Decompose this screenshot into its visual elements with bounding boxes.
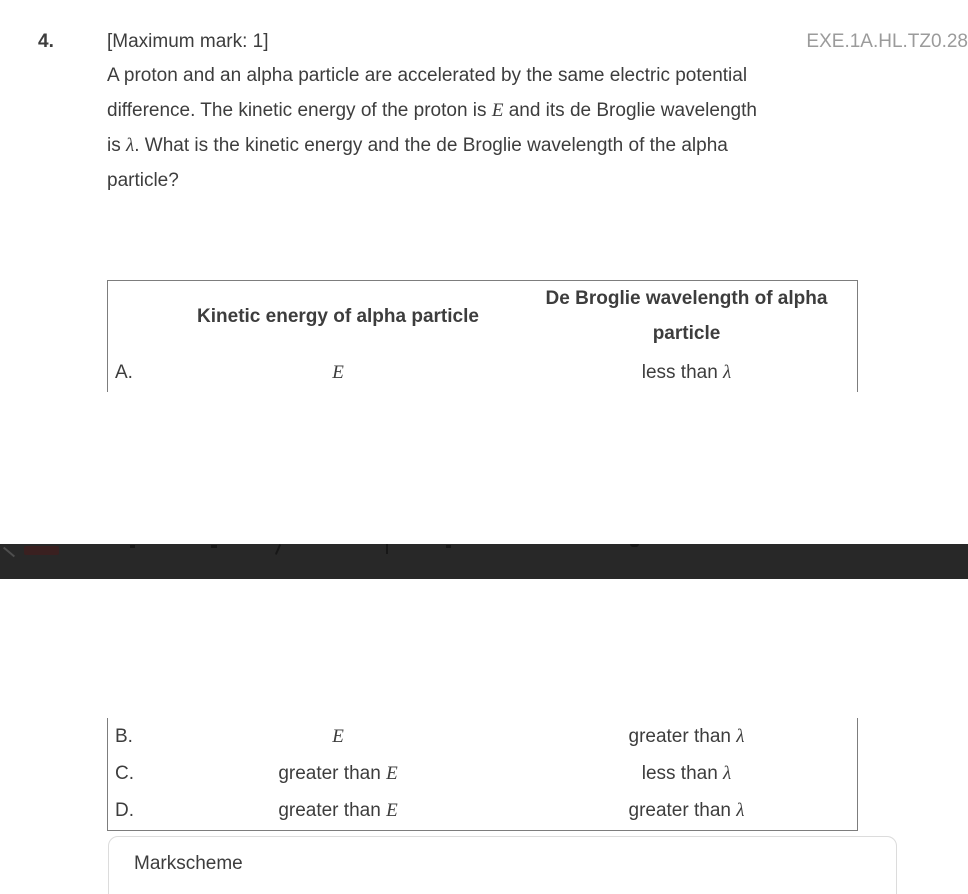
- question-text-line: particle?: [107, 170, 179, 191]
- option-row: [108, 755, 857, 792]
- options-table-top-rows: [108, 353, 857, 393]
- options-table-bottom: [107, 718, 858, 831]
- option-letter: B.: [115, 725, 133, 747]
- table-header-kinetic-energy: Kinetic energy of alpha particle: [197, 306, 479, 327]
- options-table-header-row: [108, 281, 857, 353]
- option-letter: A.: [115, 362, 133, 383]
- clipped-glyph-fragment: [130, 545, 135, 548]
- option-kinetic-energy: greater than E: [278, 800, 398, 822]
- option-row: [108, 718, 857, 755]
- clipped-glyph-fragment: [3, 547, 15, 558]
- clipped-glyph-fragment: [211, 545, 217, 548]
- option-wavelength: less than λ: [641, 762, 732, 784]
- clipped-highlight-chip: [24, 546, 59, 555]
- question-text-line: difference. The kinetic energy of the proton is E and its de Broglie wavelength: [107, 100, 757, 121]
- option-row: [108, 793, 857, 830]
- header-label-spacer: [108, 281, 160, 353]
- clipped-dark-bar: [0, 544, 968, 579]
- clipped-glyph-fragment: [275, 544, 281, 555]
- option-wavelength: greater than λ: [628, 725, 745, 747]
- question-text-line: A proton and an alpha particle are accelerated by the same electric potential: [107, 65, 748, 86]
- option-kinetic-energy: greater than E: [278, 762, 398, 784]
- markscheme-title: Markscheme: [134, 853, 243, 874]
- max-mark-label: [Maximum mark: 1]: [107, 31, 269, 52]
- option-letter: C.: [115, 762, 134, 784]
- option-kinetic-energy: E: [332, 725, 344, 747]
- option-kinetic-energy: E: [332, 362, 344, 383]
- question-reference-code: EXE.1A.HL.TZ0.28: [806, 31, 968, 52]
- option-row: [108, 353, 857, 393]
- clipped-glyph-fragment: [630, 544, 639, 547]
- question-body: [107, 58, 757, 198]
- markscheme-panel[interactable]: [108, 836, 897, 894]
- table-header-wavelength: De Broglie wavelength of alpha particle: [545, 288, 828, 344]
- option-wavelength: less than λ: [641, 362, 732, 383]
- question-number: 4.: [38, 31, 54, 52]
- options-table-top: [107, 280, 858, 392]
- clipped-glyph-fragment: [446, 545, 451, 548]
- option-wavelength: greater than λ: [628, 800, 745, 822]
- clipped-glyph-fragment: [386, 544, 388, 554]
- option-letter: D.: [115, 800, 134, 822]
- question-text-line: is λ. What is the kinetic energy and the de Broglie wavelength of the alpha: [107, 135, 728, 156]
